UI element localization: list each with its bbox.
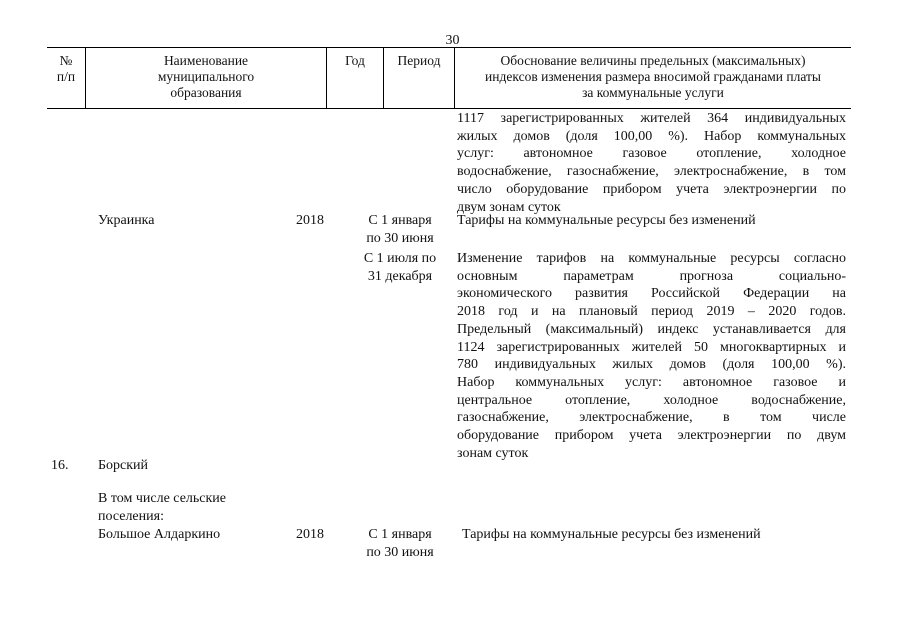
period-second-half: С 1 июля по 31 декабря (363, 251, 437, 284)
year-aldarkino: 2018 (296, 527, 324, 542)
header-period: Период (397, 53, 441, 68)
header-municipality-name: Наименование муниципального образования (157, 53, 255, 100)
justification-aldarkino: Тарифы на коммунальные ресурсы без изменений (462, 527, 761, 542)
justification-no-change: Тарифы на коммунальные ресурсы без изменений (457, 213, 756, 228)
header-number: № п/п (56, 53, 76, 84)
continuation-paragraph: 1117 зарегистрированных жителей 364 индивидуальных жилых домов (доля 100,00 %). Набор коммунальных услуг: автономное газовое отопление, холодное водоснабжение, газоснабжение, электроснабжение, в том число оборудование прибором учета электроэнергии по двум зонам суток (457, 111, 846, 215)
year-ukrainka: 2018 (296, 213, 324, 228)
header-year: Год (345, 53, 365, 68)
row-number-16: 16. (51, 458, 69, 473)
period-aldarkino: С 1 января по 30 июня (366, 527, 434, 560)
header-justification: Обоснование величины предельных (максимальных) индексов изменения размера вносимой гражданами платы за коммунальные услуги (485, 53, 821, 100)
period-first-half: С 1 января по 30 июня (366, 213, 434, 246)
rural-settlements-label: В том числе сельские поселения: (98, 491, 227, 524)
table-header (47, 47, 851, 109)
justification-tariff-change: Изменение тарифов на коммунальные ресурсы согласно основным параметрам прогноза социально- экономического развития Российской Федерации на 2018 год и на плановый период 2019 – 2020 годов. Предельный (максимальный) индекс устанавливается для 1124 зарегистрированных жителей 50 многоквартирных и 780 индивидуальных жилых домов (доля 100,00 %). Набор коммунальных услуг: автономное газовое и центральное отопление, холодное водоснабжение, газоснабжение, электроснабжение, в том числе оборудование прибором учета электроэнергии по двум зонам суток (457, 251, 846, 461)
page-number: 30 (445, 33, 460, 48)
municipality-name-borsky: Борский (98, 458, 149, 473)
municipality-name-ukrainka: Украинка (98, 213, 155, 228)
municipality-name-aldarkino: Большое Алдаркино (98, 527, 221, 542)
